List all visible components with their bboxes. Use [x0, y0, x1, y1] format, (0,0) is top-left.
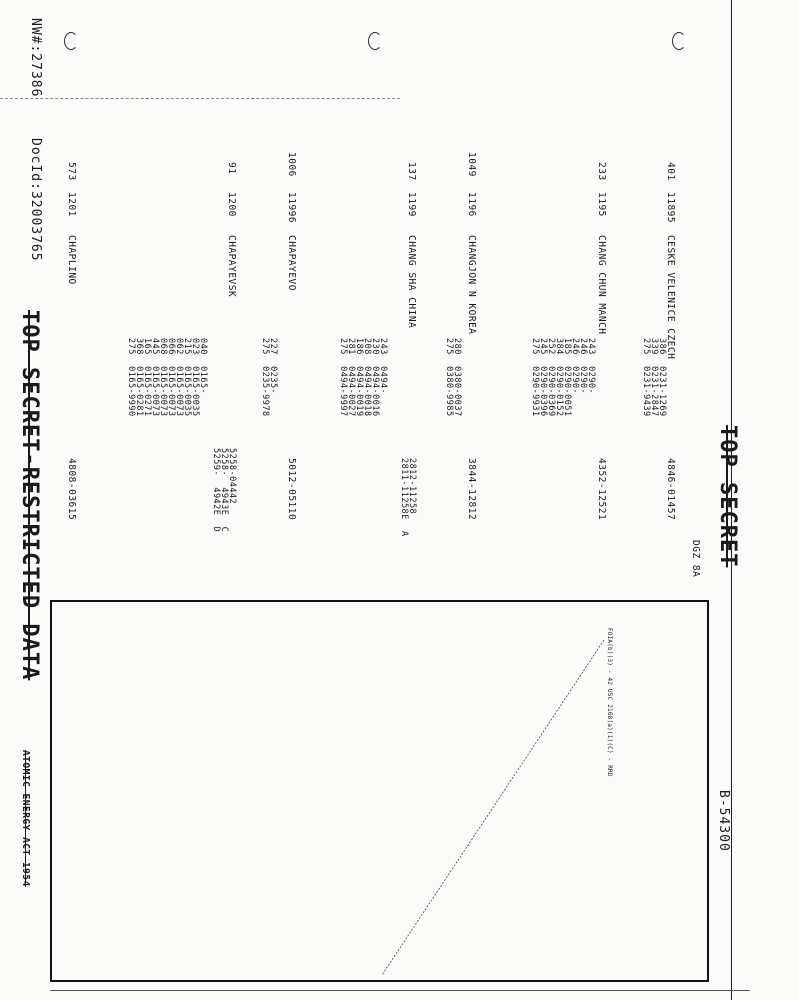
- record-codes: 243 0494- 230 0494-0016 208 0494-0018 186 0494-0019 281 0494-0027 275 0494-9997: [338, 338, 388, 417]
- foia-exemption-note: FOIA(b)(3) - 42 USC 2168(a)(1)(C) - RRD: [606, 628, 613, 777]
- record-ref: 4352-12521: [596, 458, 607, 521]
- classification-footer: TOP SECRET-RESTRICTED DATA: [17, 310, 42, 681]
- record-row-number: 233: [596, 162, 607, 181]
- punch-hole: [672, 32, 686, 50]
- record-row-number: 573: [66, 162, 77, 181]
- record-row-number: 1049: [466, 152, 477, 177]
- doc-number: B-54300: [716, 790, 731, 852]
- page-edge-line: [50, 990, 750, 991]
- record-place: CHAPLINO: [66, 235, 77, 285]
- record-codes: 227 0235- 275 0235-9978: [260, 338, 278, 417]
- record-ref: 5012-05110: [286, 458, 297, 521]
- record-place: CHAPAYEVO: [286, 235, 297, 291]
- record-row-number: 137: [406, 162, 417, 181]
- record-ref: 4846-01457: [665, 458, 676, 521]
- record-col-number: 1201: [66, 192, 77, 217]
- record-codes: 280 0380-0037 275 0380-9985: [444, 338, 462, 417]
- punch-hole: [368, 32, 382, 50]
- record-ref: 5258-04442 5258- 4943E C 5259- 4942E D: [211, 448, 237, 533]
- doc-id: DocId:32003765: [28, 138, 43, 262]
- record-ref: 3844-12812: [466, 458, 477, 521]
- doc-code: DGZ 8A: [690, 540, 701, 578]
- record-codes: 386 0231-1269 339 0231-2847 275 0231-9439: [641, 338, 667, 417]
- record-col-number: 1199: [406, 192, 417, 217]
- record-row-number: 1006: [286, 152, 297, 177]
- record-col-number: 1196: [466, 192, 477, 217]
- classification-top: TOP SECRET: [715, 425, 740, 568]
- nw-number: NW#:27386: [28, 18, 43, 98]
- edge-mark: [0, 98, 400, 99]
- record-row-number: 91: [226, 162, 237, 175]
- record-place: CHANGJON N KOREA: [466, 235, 477, 335]
- record-row-number: 401: [665, 162, 676, 181]
- record-col-number: 1195: [596, 192, 607, 217]
- record-col-number: 11996: [286, 192, 297, 224]
- punch-hole: [64, 32, 78, 50]
- atomic-energy-act-note: ATOMIC ENERGY ACT 1954: [20, 750, 31, 887]
- record-place: CESKE VELENICE CZECH: [665, 235, 676, 360]
- record-ref: 2812-11258 2811-11258E A: [399, 458, 417, 537]
- record-col-number: 1200: [226, 192, 237, 217]
- record-place: CHANG CHUN MANCH: [596, 235, 607, 335]
- record-ref: 4808-03615: [66, 458, 77, 521]
- record-codes: 040 0165- 023 0165-0035 215 0165-0035 062 0165-0073 066 0165-0073 068 0165-0073 445 0165-0073 165 0165-0271 368 0165-0281 275 0165-9990: [126, 338, 208, 417]
- record-col-number: 11895: [665, 192, 676, 224]
- record-codes: 243 0290- 246 0290- 246 0290- 185 0290-0051 384 0290-0152 252 0290-0369 245 0290-0396 275 0290-9931: [530, 338, 596, 417]
- record-place: CHANG SHA CHINA: [406, 235, 417, 329]
- record-place: CHAPAYEVSK: [226, 235, 237, 298]
